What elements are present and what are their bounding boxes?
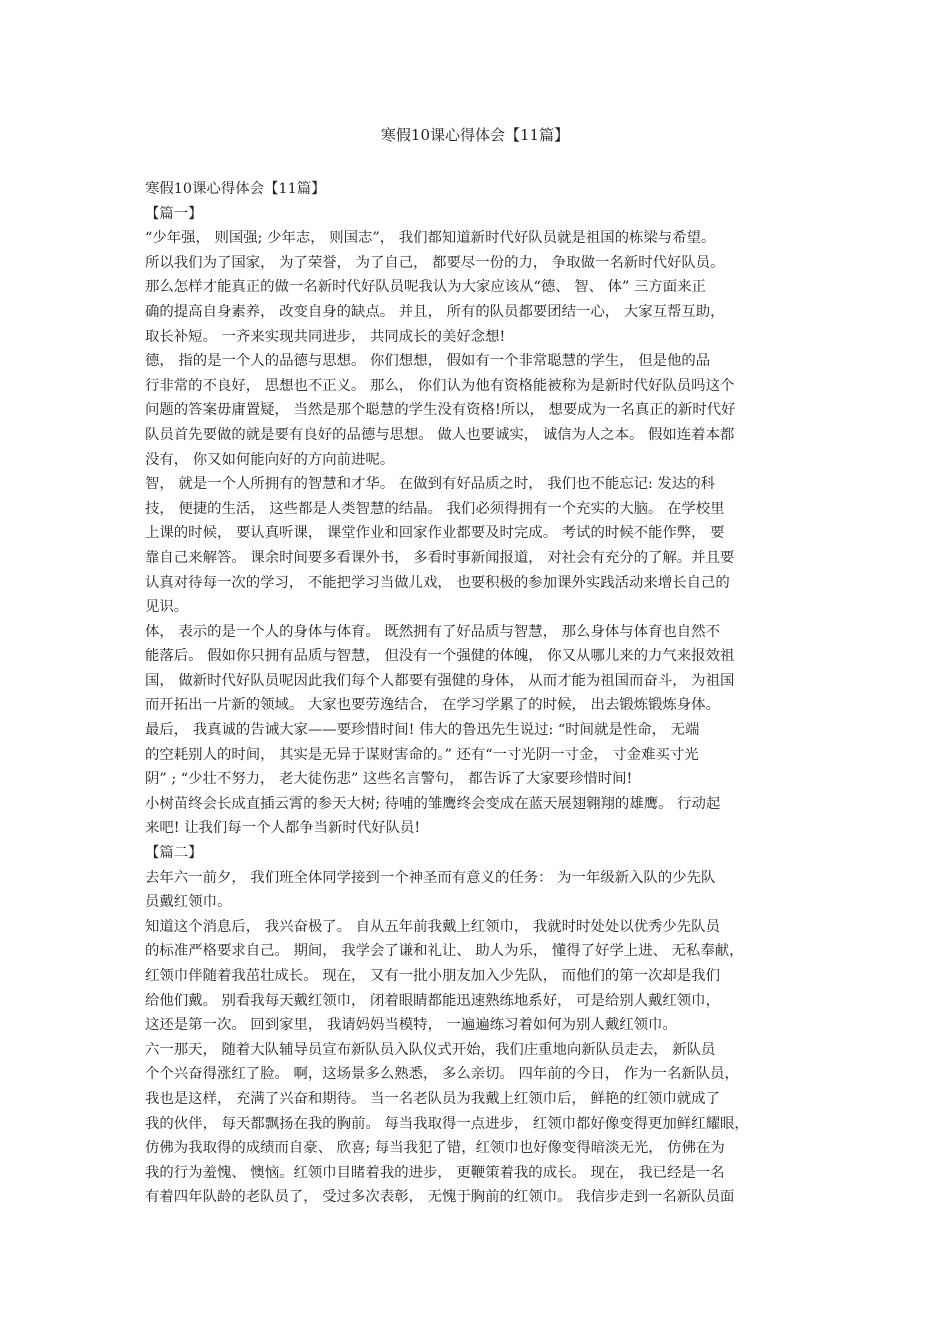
- text-line: 这还是第一次。 回到家里， 我请妈妈当模特， 一遍遍练习着如何为别人戴红领巾。: [145, 1017, 677, 1034]
- text-line: 来吧! 让我们每一个人都争当新时代好队员!: [145, 820, 421, 837]
- text-line: 技， 便捷的生活， 这些都是人类智慧的结晶。 我们必须得拥有一个充实的大脑。 在学校里: [145, 500, 725, 517]
- document-body: [145, 177, 815, 1210]
- text-line: 小树苗终会长成直插云霄的参天大树; 待哺的雏鹰终会变成在蓝天展翅翱翔的雄鹰。 行动起: [145, 795, 721, 812]
- text-line: 能落后。 假如你只拥有品质与智慧， 但没有一个强健的体魄， 你又从哪儿来的力气来报效祖: [145, 648, 735, 665]
- text-line: 队员首先要做的就是要有良好的品德与思想。 做人也要诚实， 诚信为人之本。 假如连着本都: [145, 426, 735, 443]
- text-line: 确的提高自身素养， 改变自身的缺点。 并且， 所有的队员都要团结一心， 大家互帮互助，: [145, 303, 725, 320]
- text-line: 员戴红领巾。: [145, 894, 232, 911]
- text-line: 上课的时候， 要认真听课， 课堂作业和回家作业都要及时完成。 考试的时候不能作弊， 要: [145, 525, 725, 542]
- text-line: 【篇二】: [145, 845, 203, 862]
- text-line: 的标准严格要求自己。 期间， 我学会了谦和礼让、 助人为乐， 懂得了好学上进、 无私奉献，: [145, 943, 744, 960]
- text-line: 那么怎样才能真正的做一名新时代好队员呢我认为大家应该从“德、 智、 体” 三方面来正: [145, 279, 706, 296]
- text-line: 认真对待每一次的学习， 不能把学习当做儿戏， 也要积极的参加课外实践活动来增长自己的: [145, 574, 730, 591]
- text-line: 所以我们为了国家， 为了荣誉， 为了自己， 都要尽一份的力， 争取做一名新时代好队员。: [145, 254, 725, 271]
- text-line: 【篇一】: [145, 205, 203, 222]
- text-line: 见识。: [145, 599, 189, 616]
- text-line: 行非常的不良好， 思想也不正义。 那么， 你们认为他有资格能被称为是新时代好队员吗这个: [145, 377, 735, 394]
- text-line: 国， 做新时代好队员呢因此我们每个人都要有强健的身体， 从而才能为祖国而奋斗， 为祖国: [145, 672, 735, 689]
- text-line: 我的伙伴， 每天都飘扬在我的胸前。 每当我取得一点进步， 红领巾都好像变得更加鲜红耀眼，: [145, 1115, 749, 1132]
- text-line: 仿佛为我取得的成绩而自豪、 欣喜; 每当我犯了错，红领巾也好像变得暗淡无光， 仿佛在为: [145, 1140, 725, 1157]
- text-line: 阴” ; “少壮不努力， 老大徒伤悲” 这些名言警句， 都告诉了大家要珍惜时间!: [145, 771, 633, 788]
- document-title: 寒假10课心得体会【11篇】: [380, 126, 570, 144]
- text-line: 个个兴奋得涨红了脸。 啊，这场景多么熟悉， 多么亲切。 四年前的今日， 作为一名新队员，: [145, 1066, 739, 1083]
- text-line: 问题的答案毋庸置疑， 当然是那个聪慧的学生没有资格!所以， 想要成为一名真正的新时代好: [145, 402, 736, 419]
- text-line: 六一那天， 随着大队辅导员宣布新队员入队仪式开始，我们庄重地向新队员走去， 新队员: [145, 1041, 716, 1058]
- text-line: 德， 指的是一个人的品德与思想。 你们想想， 假如有一个非常聪慧的学生， 但是他的品: [145, 353, 711, 370]
- text-line: 寒假10课心得体会【11篇】: [145, 181, 326, 197]
- text-line: 有着四年队龄的老队员了， 受过多次表彰， 无愧于胸前的红领巾。 我信步走到一名新队员面: [145, 1189, 735, 1206]
- text-line: 靠自己来解答。 课余时间要多看课外书， 多看时事新闻报道， 对社会有充分的了解。并且要: [145, 549, 735, 566]
- text-line: 的空耗别人的时间， 其实是无异于谋财害命的。” 还有“一寸光阴一寸金， 寸金难买寸光: [145, 746, 699, 763]
- text-line: 体， 表示的是一个人的身体与体育。 既然拥有了好品质与智慧， 那么身体与体育也自然不: [145, 623, 720, 640]
- text-line: 没有， 你又如何能向好的方向前进呢。: [145, 451, 395, 468]
- text-line: 去年六一前夕， 我们班全体同学接到一个神圣而有意义的任务： 为一年级新入队的少先队: [145, 869, 716, 886]
- text-line: 最后， 我真诚的告诫大家——要珍惜时间! 伟大的鲁迅先生说过: “时间就是性命， 无端: [145, 722, 700, 739]
- text-line: 而开拓出一片新的领域。 大家也要劳逸结合， 在学习学累了的时候， 出去锻炼锻炼身体。: [145, 697, 720, 714]
- text-line: “少年强， 则国强; 少年志， 则国志”， 我们都知道新时代好队员就是祖国的栋梁与希望。: [145, 230, 716, 247]
- text-line: 取长补短。 一齐来实现共同进步， 共同成长的美好念想!: [145, 328, 506, 345]
- text-line: 智， 就是一个人所拥有的智慧和才华。 在做到有好品质之时， 我们也不能忘记: 发达的科: [145, 476, 715, 493]
- text-line: 我的行为羞愧、 懊恼。红领巾目睹着我的进步， 更鞭策着我的成长。 现在， 我已经是一名: [145, 1164, 725, 1181]
- text-line: 给他们戴。 别看我每天戴红领巾， 闭着眼睛都能迅速熟练地系好， 可是给别人戴红领巾，: [145, 992, 720, 1009]
- text-line: 红领巾伴随着我茁壮成长。 现在， 又有一批小朋友加入少先队， 而他们的第一次却是我们: [145, 968, 720, 984]
- text-line: 知道这个消息后， 我兴奋极了。 自从五年前我戴上红领巾， 我就时时处处以优秀少先队员: [145, 918, 720, 935]
- text-line: 我也是这样， 充满了兴奋和期待。 当一名老队员为我戴上红领巾后， 鲜艳的红领巾就成了: [145, 1090, 720, 1107]
